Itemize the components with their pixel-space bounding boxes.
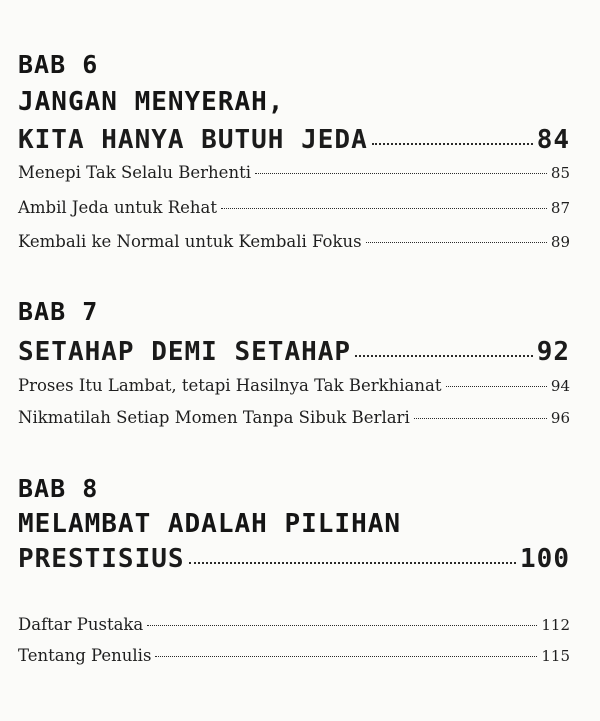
toc-entry-chapter-7[interactable] (18, 337, 570, 367)
dot-leader (155, 656, 537, 657)
chapter-7-title: SETAHAP DEMI SETAHAP (18, 337, 352, 367)
about-author-page-number: 115 (541, 647, 570, 665)
chapter-6-page-number: 84 (536, 125, 570, 155)
dot-leader (147, 625, 537, 626)
toc-entry-section[interactable] (18, 376, 570, 395)
chapter-7-label: BAB 7 (18, 297, 99, 326)
section-title: Nikmatilah Setiap Momen Tanpa Sibuk Berlari (18, 408, 410, 427)
chapter-7-page-number: 92 (536, 337, 570, 367)
chapter-8-title-line-2: PRESTISIUS (18, 544, 185, 574)
section-title: Kembali ke Normal untuk Kembali Fokus (18, 232, 362, 251)
toc-entry-chapter-6[interactable] (18, 125, 570, 155)
dot-leader (366, 242, 547, 243)
section-page-number: 94 (550, 377, 570, 395)
toc-entry-section[interactable] (18, 163, 570, 182)
section-page-number: 85 (550, 164, 570, 182)
dot-leader (414, 418, 547, 419)
section-title: Proses Itu Lambat, tetapi Hasilnya Tak Berkhianat (18, 376, 442, 395)
toc-entry-chapter-8[interactable] (18, 544, 570, 574)
chapter-8-label: BAB 8 (18, 474, 99, 503)
dot-leader (446, 386, 547, 387)
toc-entry-about-author[interactable] (18, 646, 570, 665)
chapter-6-label: BAB 6 (18, 50, 99, 79)
toc-entry-bibliography[interactable] (18, 615, 570, 634)
dot-leader (221, 208, 547, 209)
section-page-number: 96 (550, 409, 570, 427)
toc-entry-section[interactable] (18, 232, 570, 251)
toc-entry-section[interactable] (18, 198, 570, 217)
dot-leader (255, 173, 547, 174)
section-title: Ambil Jeda untuk Rehat (18, 198, 217, 217)
section-page-number: 89 (550, 233, 570, 251)
bibliography-title: Daftar Pustaka (18, 615, 144, 634)
chapter-6-title-line-2: KITA HANYA BUTUH JEDA (18, 125, 368, 155)
toc-entry-section[interactable] (18, 408, 570, 427)
section-page-number: 87 (550, 199, 570, 217)
bibliography-page-number: 112 (541, 616, 570, 634)
chapter-8-title-line-1: MELAMBAT ADALAH PILIHAN (18, 509, 402, 539)
dot-leader (189, 562, 516, 564)
chapter-8-page-number: 100 (520, 544, 570, 574)
dot-leader (372, 143, 533, 145)
about-author-title: Tentang Penulis (18, 646, 152, 665)
dot-leader (355, 355, 533, 357)
chapter-6-title-line-1: JANGAN MENYERAH, (18, 87, 285, 117)
section-title: Menepi Tak Selalu Berhenti (18, 163, 251, 182)
